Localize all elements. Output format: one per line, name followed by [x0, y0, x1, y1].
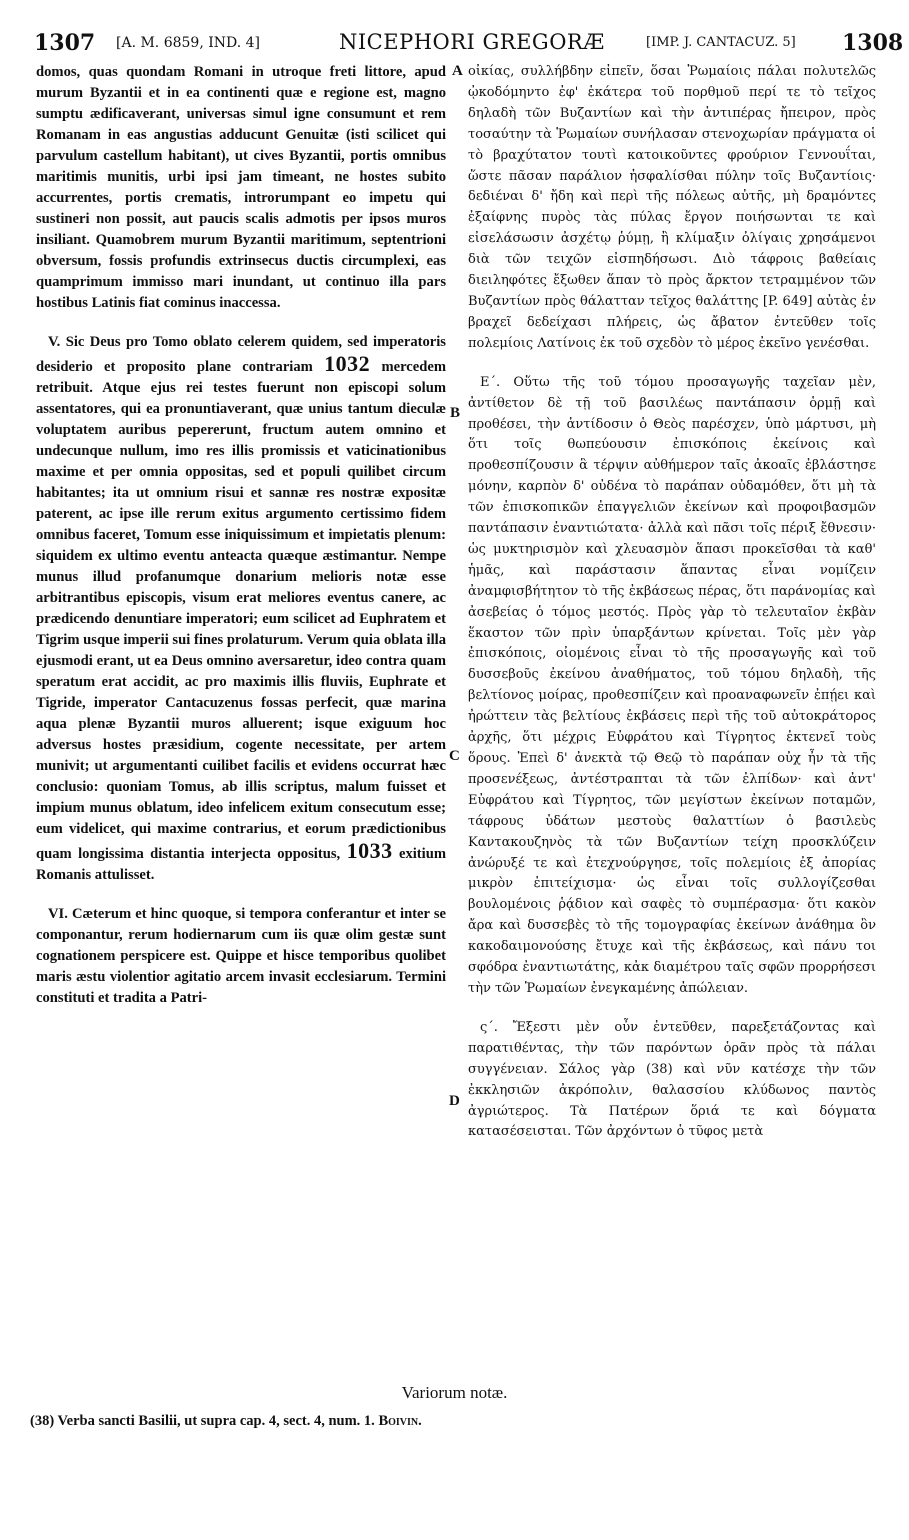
- latin-p2-middle: mercedem retribuit. Atque ejus rei testes fuerunt non episcopi solum assentatores, qui ea pronuntiaverant, quæ unius tantum dieculæ voluptatem auribus pepererunt, fructum autem omnino et undecunque nullum, imo res illis promissis et vaticinationibus maxime et per omnia oppositas, sed et populi quilibet circum habitantes; ita ut omnium risui et sannæ res nostræ expositæ paterent, ac ipse ille rerum exitus argumento certissimo fidem omnibus faceret, Tomum esse iniquissimum et impietatis plenum: siquidem ex ultimo eventu anteacta quæque æstimantur. Nempe munus illud profanumque donarium melioris notæ esse arbitrantibus episcopis, visum erat meliores eventus canere, ac prædicendo denuntiare imperatori; eum scilicet ad Euphratem et Tigrim usque imperii sui fines prolaturum. Verum quia oblata illa ejusmodi erant, ut ea Deus omnino aversaretur, ideo contra quam speratum erat accidit, ac pro maximis illis fluviis, Euphrate et Tigride, imperator Cantacuzenus fossas perfecit, quæ marina aqua plenæ Byzantii muros alluerent; isque exiguum hoc adversus hostes præsidium, cogente necessitate, per artem munivit; ut argumentanti cuilibet facilis et evidens occurrat hæc conclusio: quoniam Tomus, ab illis scriptus, malum fuisset et impium munus oblatum, ideo infelicem exitum consecutum esse; eum videlicet, qui maxime contrarius, et eorum prædictionibus quam longissima distantia interjecta oppositus,: [36, 359, 446, 862]
- margin-letter-a: A: [452, 63, 463, 79]
- column-number-1033: 1033: [346, 838, 393, 863]
- running-title: NICEPHORI GREGORÆ: [339, 30, 605, 54]
- footnote-author: Boivin.: [378, 1413, 422, 1429]
- greek-column: [468, 62, 876, 1143]
- margin-letter-c: C: [449, 748, 460, 764]
- latin-column: [36, 62, 446, 1009]
- notes-heading: Variorum notæ.: [401, 1383, 508, 1402]
- greek-paragraph-3: ς΄. Ἔξεστι μὲν οὖν ἐντεῦθεν, παρεξετάζοντας καὶ παρατιθέντας, τὴν τῶν παρόντων ὁρᾶν πρὸς τὰ πάλαι συγγένειαν. Σάλος γὰρ (38) καὶ νῦν κατέσχε τὴν τῶν ἐκκλησιῶν ἀκρόπολιν, θαλασσίου κλύδωνος παντὸς ἀγριώτερος. Τὰ Πατέρων ὅριά τε καὶ δόγματα κατασέσεισται. Τῶν ἀρχόντων ὁ τῦφος μετὰ: [468, 1019, 876, 1140]
- page-number-right: 1308: [842, 30, 904, 56]
- greek-paragraph-1: οἰκίας, συλλήβδην εἰπεῖν, ὅσαι Ῥωμαίοις πάλαι πολυτελῶς ᾠκοδόμηντο ἐφ' ἑκάτερα τοῦ πορθμοῦ περί τε τὸ τεῖχος δηλαδὴ τῶν Βυζαντίων καὶ τὴν ἀντιπέρας ἤπειρον, πρὸς τοσαύτην τὰ Ῥωμαίων συνήλασαν στενοχωρίαν πράγματα οἱ τὸ βραχύτατον τουτὶ κατοικοῦντες φρούριον Γεννουΐται, ὥστε πᾶσαν παράλιον ἠσφαλίσθαι πύλην τοῖς Βυζαντίοις· δεδιέναι δ' ἤδη καὶ περὶ τῆς πόλεως αὐτῆς, μὴ δραμόντες ἐξαίφνης πυρὸς τὰς πύλας ἔργον ποιήσωνται τε καὶ εἰσελάσωσιν ἀσχέτῳ ῥύμῃ, ἢ κλίμαξιν ὀλίγαις χρησάμενοι διὰ τῶν τειχῶν εἰσπηδήσωσι. Διὸ τάφροις βαθείαις διειληφότες ἔξωθεν ἅπαν τὸ πρὸς ἄρκτον τετραμμένον τῶν Βυζαντίων πρὸς θάλατταν τεῖχος θαλάττης [P. 649] αὐτὰς ἐν βραχεῖ δεδείχασι πλήρεις, ὡς ἄβατον ἐντεῦθεν τοῖς πολεμίοις Λατίνοις ἐκ τοῦ σχεδὸν τὸ μέρος ἐκεῖνο γενέσθαι.: [468, 64, 876, 351]
- page-number-left: 1307: [34, 30, 96, 56]
- latin-paragraph-3: VI. Cæterum et hinc quoque, si tempora conferantur et inter se componantur, rerum hodiernarum cum iis quæ olim gestæ sunt cognationem perspicere est. Quippe et hisce temporibus quolibet maris æstu violentior agitatio arcem invasit ecclesiarum. Termini constituti et tradita a Patri-: [36, 906, 446, 1006]
- latin-paragraph-1: domos, quas quondam Romani in utroque freti littore, apud murum Byzantii et in ea continenti quæ e regione est, magno sumptu ædificaverant, universas simul igne consumunt et rem Romanam in eas angustias adducunt Genuitæ (isti scilicet qui parvulum castellum habitant), ut cives Byzantii, portis omnibus maritimis munitis, urbi ipsi jam timeant, ne hostes subito accurrentes, portis crematis, introrumpant eo impetu qui sustineri non possit, aut paucis scalis admotis per ipsos muros insiliant. Quamobrem murum Byzantii maritimum, septentrioni obversum, fossis profundis extrinsecus ductis circumplexi, eas quamprimum immisso mari inundant, ut continuo illa pars hostibus Latinis fiat cominus inaccessa.: [36, 64, 446, 311]
- running-header: [34, 30, 904, 56]
- footnote-38: [30, 1413, 422, 1430]
- margin-letter-b: B: [450, 405, 461, 421]
- latin-paragraph-2: [36, 332, 446, 886]
- header-emperor-book: [IMP. J. CANTACUZ. 5]: [646, 35, 796, 50]
- column-number-1032: 1032: [324, 351, 371, 376]
- margin-letter-d: D: [449, 1093, 460, 1109]
- greek-paragraph-2: Ε΄. Οὕτω τῆς τοῦ τόμου προσαγωγῆς ταχεῖαν μὲν, ἀντίθετον δὲ τῇ τοῦ βασιλέως παντάπασιν ὁρμῇ καὶ προθέσει, τὴν ἀντίδοσιν ὁ Θεὸς παρέσχεν, ὑπὸ μάρτυσι, μὴ ὅτι τοῖς θωπεύουσιν ἐπισκόποις ἐκείνοις καὶ προθεσπίζουσιν ἃ τέρψιν αὐθήμερον ταῖς ἀκοαῖς ἐβλάστησε μόνην, καρπὸν δ' οὐδένα τὸ παράπαν οὐδαμόθεν, ὅτι μὴ τὰ τῶν ἐπισκοπικῶν ἐπαγγελιῶν ἐκείνων καὶ προφοιβασμῶν παντάπασιν ἐναντιώτατα· ἀλλὰ καὶ πᾶσι τοῖς πέριξ ἔθνεσιν· ὡς μυκτηρισμὸν καὶ χλευασμὸν ἅπασι προκεῖσθαι τὰ καθ' ἡμᾶς, καὶ παράστασιν ἅπαντας εἶναι νομίζειν ἀναμφισβήτητον τὸ τῆς ἐκβάσεως πέρας, ὅτι παράνομίας καὶ ἀσεβείας ὁ τόμος μεστός. Πρὸς γὰρ τὸ τελευταῖον ἐκβὰν ἕκαστον τῶν πρὶν ὑπαρξάντων κρίνεται. Τοῖς μὲν γὰρ ἐπισκόποις, οἰομένοις εἶναι τὸ τῆς προσαγωγῆς καὶ τοῦ δυσσεβοῦς ἐκείνου ἀναθήματος, τοῦ τόμου δηλαδὴ, τῆς βελτίονος μοίρας, προθεσπίζειν καὶ προαναφωνεῖν ἐπῄει καὶ ἠρώττειν τὰς βελτίους ἐκβάσεις περὶ τῆς τοῦ αὐτοκράτορος ἀρχῆς, ὅτι μέχρις Εὐφράτου καὶ Τίγρητος ἐκτενεῖ τοὺς ὅρους. Ἐπεὶ δ' ἀνεκτὰ τῷ Θεῷ τὸ παράπαν οὐχ ἦν τὰ τῆς προσενέξεως, ἀντέστραπται τὰ τῶν ἐλπίδων· καὶ ἀντ' Εὐφράτου καὶ Τίγρητος, τῶν μεγίστων ἐκείνων ποταμῶν, τάφρους ὑδάτων μεστοὺς θαλαττίων ὁ βασιλεὺς Καντακουζηνὸς τὰ τῶν Βυζαντίων τείχη προσκλύζειν ἀνώρυξέ τε καὶ ἐτεχνούργησε, τοῖς πολεμίοις ἐξ ἀπορίας μικρὸν ἐπιτείχισμα· ὡς εἶναι τοῖς συλλογίζεσθαι βουλομένοις ῥᾴδιον καὶ σαφὲς τὸ συμπέρασμα· ὅτι κακὸν ἄρα καὶ δυσσεβὲς τὸ τῆς τομογραφίας ἐκείνων ἀνάθημα ὃν κακοδαιμονούσης ἔτυχε καὶ τῆς ἐκβάσεως, καὶ πάνυ τοι σφόδρα ἐναντιωτάτης, κἀκ διαμέτρου ταῖς σφῶν προρρήσεσι τὴν τῶν Ῥωμαίων ἐνεγκαμένης ἀπώλειαν.: [468, 374, 876, 996]
- latin-p2-end: exitium Romanis attulisset.: [36, 846, 446, 883]
- footnote-text: (38) Verba sancti Basilii, ut supra cap. 4, sect. 4, num. 1.: [30, 1413, 375, 1429]
- latin-p2-start: V. Sic Deus pro Tomo oblato celerem quidem, sed imperatoris desiderio et proposito plane contrariam: [36, 334, 446, 375]
- header-year-indiction: [A. M. 6859, IND. 4]: [116, 35, 261, 51]
